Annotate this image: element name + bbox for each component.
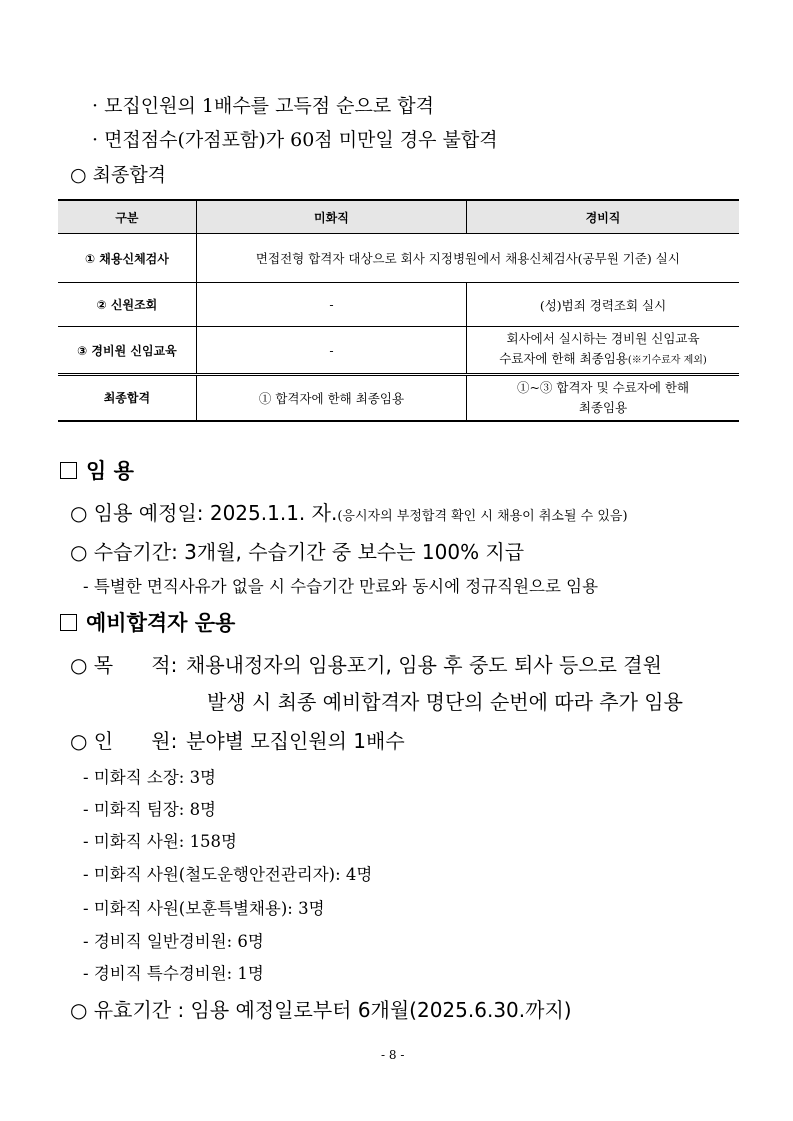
row-cell <box>467 375 739 421</box>
reserve-purpose-line-1: 채용내정자의 임용포기, 임용 후 중도 퇴사 등으로 결원 <box>186 653 662 677</box>
reserve-count-label: ○ 인 원: <box>70 729 178 753</box>
list-item: - 경비직 일반경비원: 6명 <box>83 932 264 951</box>
table-header-security: 경비직 <box>467 200 739 234</box>
cell-line: ①~③ 합격자 및 수료자에 한해 <box>516 379 690 395</box>
cell-line: 회사에서 실시하는 경비원 신임교육 <box>506 331 700 346</box>
bullet-line-2: · 면접점수(가점포함)가 60점 미만일 경우 불합격 <box>92 129 498 151</box>
list-item: - 미화직 사원(보훈특별채용): 3명 <box>83 899 325 918</box>
cell-note: (※기수료자 제외) <box>627 355 707 366</box>
row-cell: (성)범죄 경력조회 실시 <box>467 283 739 327</box>
row-cell: ① 합격자에 한해 최종임용 <box>196 375 466 421</box>
list-item: - 미화직 소장: 3명 <box>83 768 217 787</box>
row-merged-cell: 면접전형 합격자 대상으로 회사 지정병원에서 채용신체검사(공무원 기준) 실시 <box>196 234 739 283</box>
bullet-line-1: · 모집인원의 1배수를 고득점 순으로 합격 <box>92 95 434 117</box>
probation-note: - 특별한 면직사유가 없을 시 수습기간 만료와 동시에 정규직원으로 임용 <box>83 577 599 596</box>
probation-line: ○ 수습기간: 3개월, 수습기간 중 보수는 100% 지급 <box>70 540 525 564</box>
checkbox-square-icon <box>60 614 77 631</box>
reserve-purpose-label: ○ 목 적: <box>70 653 178 677</box>
validity-line: ○ 유효기간 : 임용 예정일로부터 6개월(2025.6.30.까지) <box>70 998 572 1022</box>
row-cell: - <box>196 283 466 327</box>
table-header-category: 구분 <box>58 200 196 234</box>
list-item: - 미화직 팀장: 8명 <box>83 800 217 819</box>
page-number: - 8 - <box>381 1048 405 1062</box>
row-cell <box>467 327 739 375</box>
reserve-count-text: 분야별 모집인원의 1배수 <box>186 729 405 753</box>
row-label: ② 신원조회 <box>58 283 196 327</box>
table-row <box>58 375 739 421</box>
row-label: ③ 경비원 신임교육 <box>58 327 196 375</box>
reserve-purpose-line-2: 발생 시 최종 예비합격자 명단의 순번에 따라 추가 임용 <box>207 690 683 714</box>
row-label: 최종합격 <box>58 375 196 421</box>
final-heading: ○ 최종합격 <box>70 164 167 186</box>
checkbox-square-icon <box>60 462 77 479</box>
section-appointment: 임 용 <box>60 455 134 485</box>
table-header-cleaning: 미화직 <box>196 200 466 234</box>
table-row <box>58 234 739 283</box>
list-item: - 경비직 특수경비원: 1명 <box>83 964 264 983</box>
row-label: ① 채용신체검사 <box>58 234 196 283</box>
table-row <box>58 327 739 375</box>
section-reserve: 예비합격자 운용 <box>60 607 235 637</box>
list-item: - 미화직 사원: 158명 <box>83 832 237 851</box>
cell-line: 수료자에 한해 최종임용(※기수료자 제외) <box>499 351 707 366</box>
table-row <box>58 283 739 327</box>
row-cell: - <box>196 327 466 375</box>
cell-line: 최종임용 <box>578 399 628 415</box>
final-pass-table <box>58 199 739 422</box>
appointment-date-note: (응시자의 부정합격 확인 시 채용이 취소될 수 있음) <box>337 509 628 524</box>
list-item: - 미화직 사원(철도운행안전관리자): 4명 <box>83 865 373 884</box>
appointment-date: ○ 임용 예정일: 2025.1.1. 자.(응시자의 부정합격 확인 시 채용이 취소될 수 있음) <box>70 501 628 525</box>
